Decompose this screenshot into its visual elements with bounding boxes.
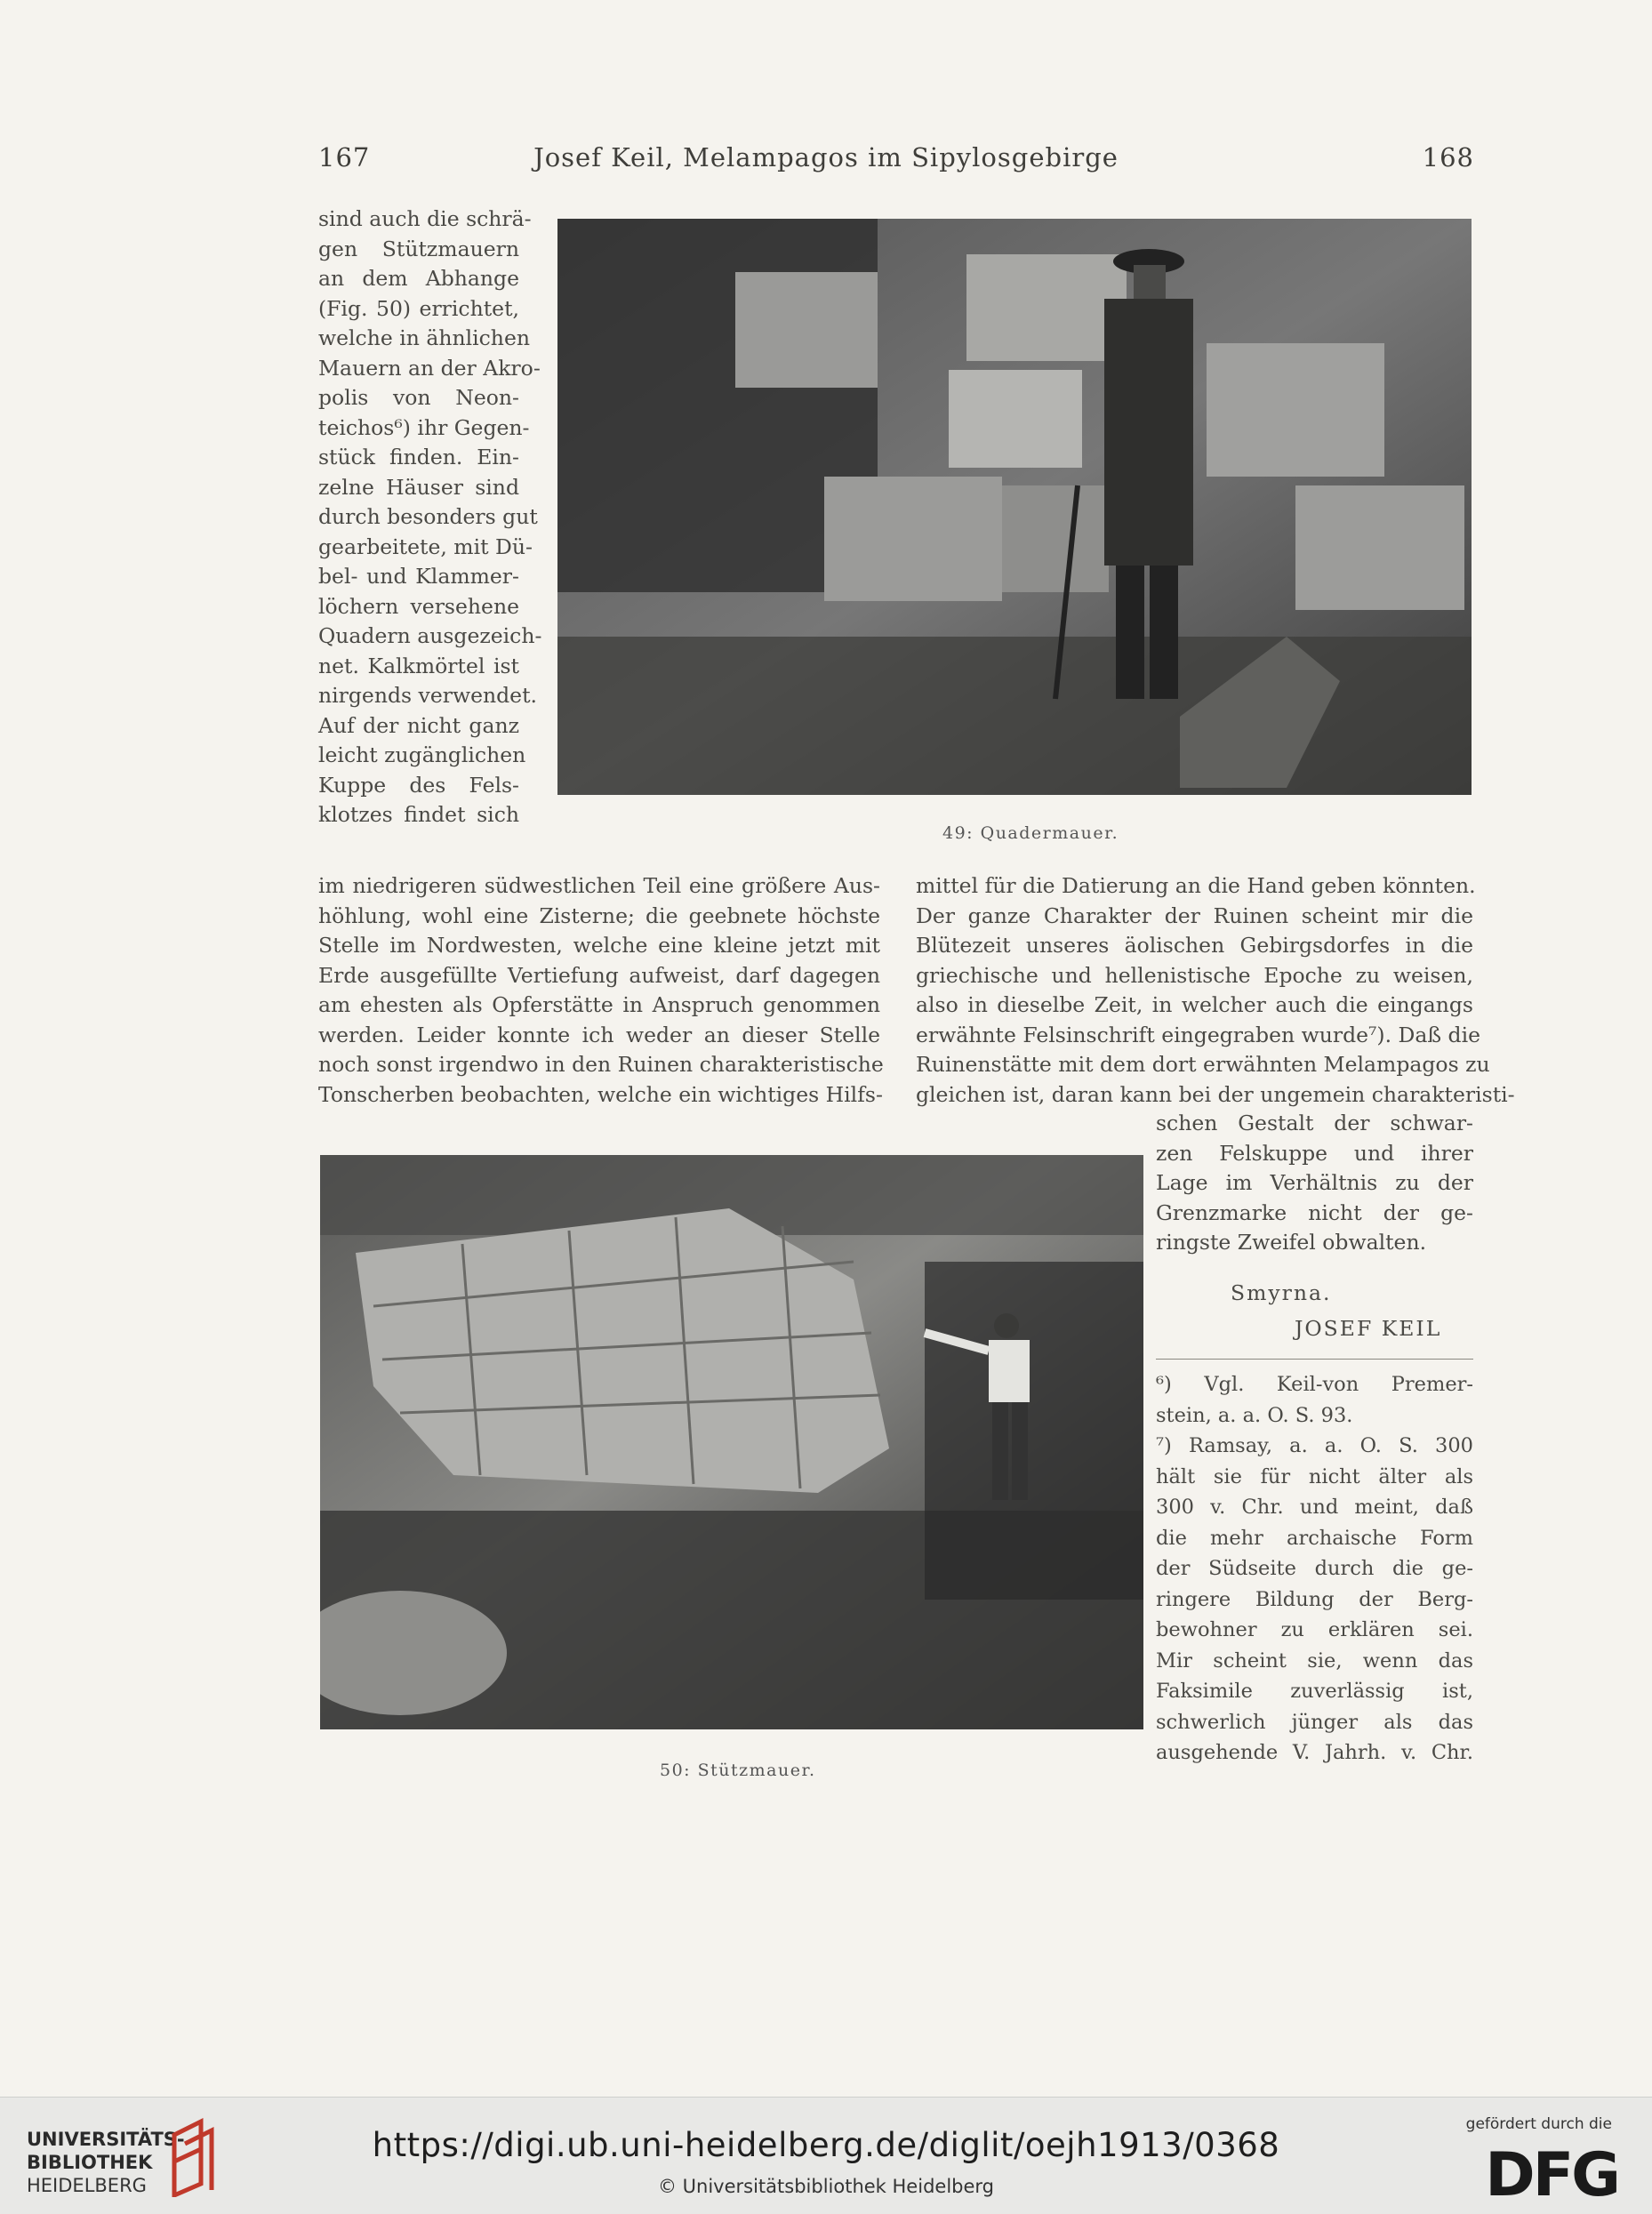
body-text-line: Kuppe des Fels- — [318, 772, 519, 798]
running-title: Josef Keil, Melampagos im Sipylosgebirge — [533, 142, 1119, 172]
left-wide-column — [318, 871, 884, 1110]
right-wide-column — [916, 871, 1515, 1110]
right-narrow-column — [1156, 1109, 1473, 1258]
footnote-line: schwerlich jünger als das — [1156, 1710, 1473, 1734]
body-text-line: Auf der nicht ganz — [318, 712, 519, 738]
copyright-notice: © Universitätsbibliothek Heidelberg — [657, 2176, 994, 2197]
body-text-line: gen Stützmauern — [318, 236, 519, 261]
body-text-line: ringste Zweifel obwalten. — [1156, 1230, 1427, 1255]
page-number-left: 167 — [318, 142, 371, 172]
footnote-line: stein, a. a. O. S. 93. — [1156, 1403, 1353, 1427]
footnote-line: Mir scheint sie, wenn das — [1156, 1648, 1473, 1673]
body-text-line: stück finden. Ein- — [318, 445, 519, 469]
body-text-line: Der ganze Charakter der Ruinen scheint mir die — [916, 902, 1473, 928]
signature-place: Smyrna. — [1231, 1280, 1332, 1305]
body-text-line: schen Gestalt der schwar- — [1156, 1111, 1473, 1135]
body-text-line: im niedrigeren südwestlichen Teil eine größere Aus- — [318, 873, 880, 898]
body-text-line: an dem Abhange — [318, 266, 519, 291]
body-text-line: (Fig. 50) errichtet, — [318, 295, 519, 321]
figure-49-photo — [557, 219, 1472, 795]
body-text-line: Stelle im Nordwesten, welche eine kleine jetzt mit — [318, 933, 880, 958]
body-text-line: zelne Häuser sind — [318, 474, 519, 500]
figure-50-photo — [320, 1155, 1143, 1729]
body-text-line: zen Felskuppe und ihrer — [1156, 1140, 1473, 1166]
body-text-line: Ruinenstätte mit dem dort erwähnten Melampagos zu — [916, 1052, 1490, 1077]
body-text-line: am ehesten als Opferstätte in Anspruch genommen — [318, 992, 880, 1017]
signature-author: JOSEF KEIL — [1295, 1316, 1442, 1341]
body-text-line: löchern versehene — [318, 593, 519, 619]
body-text-line: polis von Neon- — [318, 385, 519, 410]
footnote-line: ⁷) Ramsay, a. a. O. S. 300 — [1156, 1434, 1473, 1457]
body-text-line: also in dieselbe Zeit, in welcher auch die eingangs — [916, 992, 1473, 1017]
library-name-line-3: HEIDELBERG — [27, 2175, 147, 2196]
body-text-line: durch besonders gut — [318, 504, 538, 529]
body-text-line: Grenzmarke nicht der ge- — [1156, 1199, 1473, 1225]
footnote-line: die mehr archaische Form — [1156, 1526, 1473, 1550]
footnote-line: Faksimile zuverlässig ist, — [1156, 1680, 1473, 1703]
footnote-line: ausgehende V. Jahrh. v. Chr. — [1156, 1741, 1473, 1764]
left-narrow-column — [318, 205, 542, 830]
body-text-line: Erde ausgefüllte Vertiefung aufweist, darf dagegen — [318, 962, 880, 988]
body-text-line: Blütezeit unseres äolischen Gebirgsdorfes in die — [916, 933, 1473, 958]
body-text-line: Mauern an der Akro- — [318, 355, 541, 381]
body-text-line: erwähnte Felsinschrift eingegraben wurde⁷). Daß die — [916, 1022, 1481, 1047]
body-text-line: höhlung, wohl eine Zisterne; die geebnete höchste — [318, 902, 880, 928]
library-name-line-2: BIBLIOTHEK — [27, 2152, 153, 2173]
body-text-line: Quadern ausgezeich- — [318, 623, 542, 648]
body-text-line: werden. Leider konnte ich weder an dieser Stelle — [318, 1022, 880, 1047]
dfg-logo: DFG — [1485, 2140, 1618, 2210]
funding-label: gefördert durch die — [1465, 2115, 1612, 2133]
body-text-line: gearbeitete, mit Dü- — [318, 533, 533, 559]
footnote-line: ⁶) Vgl. Keil-von Premer- — [1156, 1373, 1473, 1396]
body-text-line: leicht zugänglichen — [318, 742, 526, 767]
figure-49-caption: 49: Quadermauer. — [942, 823, 1119, 843]
footnote-line: hält sie für nicht älter als — [1156, 1464, 1473, 1488]
body-text-line: Tonscherben beobachten, welche ein wichtiges Hilfs- — [318, 1081, 883, 1107]
body-text-line: griechische und hellenistische Epoche zu weisen, — [916, 962, 1473, 988]
page-number-right: 168 — [1422, 142, 1474, 172]
footnote-divider — [1156, 1359, 1473, 1360]
body-text-line: nirgends verwendet. — [318, 683, 537, 708]
digitization-footer — [0, 2097, 1652, 2214]
body-text-line: mittel für die Datierung an die Hand geben könnten. — [916, 873, 1476, 898]
body-text-line: gleichen ist, daran kann bei der ungemein charakteristi- — [916, 1081, 1515, 1107]
body-text-line: welche in ähnlichen — [318, 325, 530, 350]
figure-50-caption: 50: Stützmauer. — [660, 1761, 816, 1780]
footnote-line: bewohner zu erklären sei. — [1156, 1618, 1473, 1641]
footnote-line: der Südseite durch die ge- — [1156, 1557, 1473, 1580]
body-text-line: teichos⁶) ihr Gegen- — [318, 414, 530, 440]
body-text-line: noch sonst irgendwo in den Ruinen charakteristische — [318, 1052, 884, 1077]
body-text-line: bel- und Klammer- — [318, 564, 519, 589]
body-text-line: net. Kalkmörtel ist — [318, 653, 519, 678]
permalink-url[interactable]: https://digi.ub.uni-heidelberg.de/diglit/oejh1913/0368 — [372, 2126, 1280, 2164]
body-text-line: sind auch die schrä- — [318, 206, 532, 231]
body-text-line: klotzes findet sich — [318, 802, 519, 827]
footnotes-column — [1156, 1369, 1473, 1769]
footnote-line: ringere Bildung der Berg- — [1156, 1587, 1473, 1611]
library-name-line-1: UNIVERSITÄTS- — [27, 2129, 185, 2150]
body-text-line: Lage im Verhältnis zu der — [1156, 1170, 1473, 1195]
footnote-line: 300 v. Chr. und meint, daß — [1156, 1496, 1473, 1519]
